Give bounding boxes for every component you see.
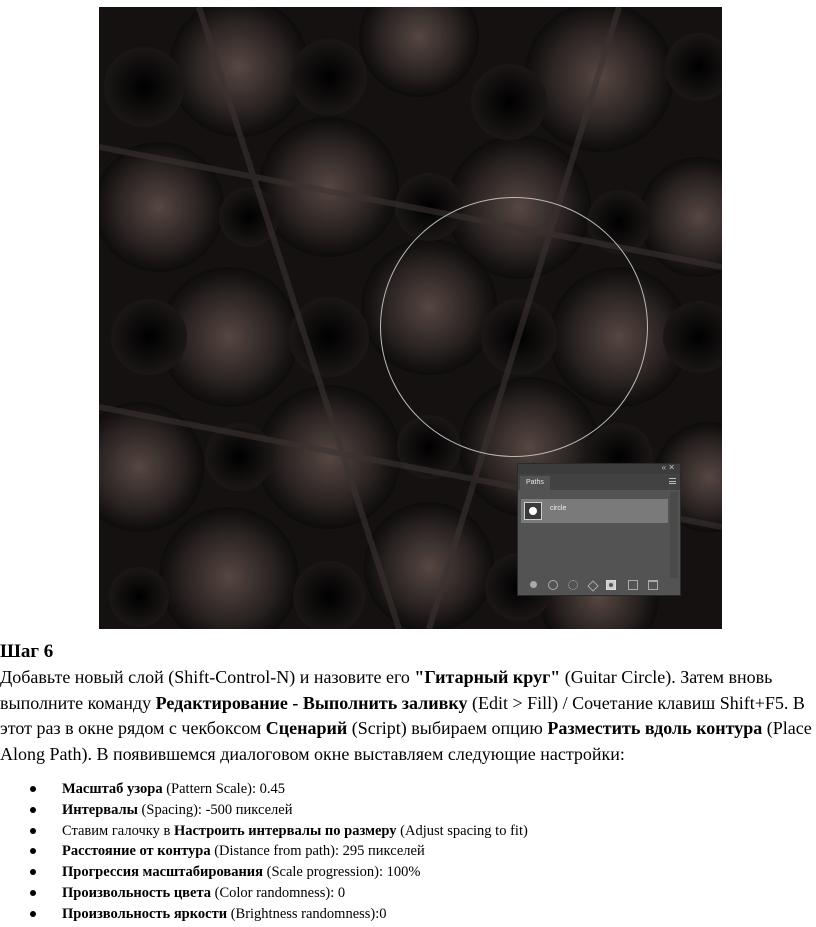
settings-list xyxy=(0,779,528,925)
path-circle-outline xyxy=(380,197,648,457)
path-name-label: circle xyxy=(550,505,567,512)
list-item xyxy=(0,779,528,800)
item-bold: Прогрессия масштабирования xyxy=(62,864,263,881)
add-mask-icon[interactable] xyxy=(606,580,616,590)
trash-icon[interactable] xyxy=(648,580,658,590)
item-text: Ставим галочку в xyxy=(62,822,174,839)
path-list-item[interactable] xyxy=(521,499,668,523)
bullet-icon xyxy=(30,890,36,896)
load-as-selection-icon[interactable] xyxy=(568,580,578,590)
item-text: (Pattern Scale): 0.45 xyxy=(162,781,286,797)
make-work-path-icon[interactable] xyxy=(587,580,597,590)
panel-toolbar xyxy=(518,575,680,595)
list-item xyxy=(0,841,528,862)
item-bold: Произвольность яркости xyxy=(62,905,228,922)
panel-tab-strip xyxy=(518,474,680,490)
panel-menu-icon[interactable] xyxy=(669,478,676,484)
new-path-icon[interactable] xyxy=(628,580,638,590)
list-item xyxy=(0,821,528,842)
item-bold: Интервалы xyxy=(62,801,138,818)
paragraph-text: (Edit > Fill) / Сочетание клавиш Shift+F5. В этот раз в окне рядом с чекбоксом xyxy=(0,692,805,738)
paragraph-bold: Редактирование - Выполнить заливку xyxy=(155,692,468,713)
item-text: (Scale progression): 100% xyxy=(263,864,421,881)
panel-scrollbar[interactable] xyxy=(670,492,678,578)
item-text: (Color randomness): 0 xyxy=(211,884,346,901)
item-bold: Настроить интервалы по размеру xyxy=(173,822,397,839)
item-text: (Spacing): -500 пикселей xyxy=(137,801,293,818)
bullet-icon xyxy=(30,786,36,792)
panel-title-bar xyxy=(518,464,680,474)
panel-controls[interactable]: « ✕ xyxy=(661,463,675,472)
paragraph-text: (Script) выбираем опцию xyxy=(347,718,548,738)
paragraph-bold: "Гитарный круг" xyxy=(414,667,561,687)
item-text: (Distance from path): 295 пикселей xyxy=(210,843,425,860)
paragraph-bold: Разместить вдоль контура xyxy=(547,718,763,738)
path-thumbnail xyxy=(524,502,542,520)
step-paragraph xyxy=(0,665,816,767)
bullet-icon xyxy=(30,911,36,917)
paragraph-bold: Сценарий xyxy=(265,718,348,738)
paragraph-text: (Place Along Path). В появившемся диалоговом окне выставляем следующие настройки: xyxy=(0,718,812,764)
stroke-path-icon[interactable] xyxy=(548,580,558,590)
bullet-icon xyxy=(30,869,36,875)
item-text: (Adjust spacing to fit) xyxy=(396,822,528,839)
fill-path-icon[interactable] xyxy=(529,580,539,590)
bullet-icon xyxy=(30,848,36,854)
bullet-icon xyxy=(30,807,36,813)
paragraph-text: (Guitar Circle). Затем вновь выполните команду xyxy=(0,667,773,713)
list-item xyxy=(0,883,528,904)
paths-panel xyxy=(517,463,681,596)
item-bold: Расстояние от контура xyxy=(62,843,211,860)
list-item xyxy=(0,862,528,883)
item-bold: Масштаб узора xyxy=(62,781,163,797)
item-bold: Произвольность цвета xyxy=(62,884,211,901)
paragraph-text: Добавьте новый слой (Shift-Control-N) и назовите его xyxy=(0,667,415,687)
list-item xyxy=(0,800,528,821)
tab-paths[interactable]: Paths xyxy=(520,476,550,490)
step-heading: Шаг 6 xyxy=(0,641,54,662)
item-text: (Brightness randomness):0 xyxy=(227,905,387,922)
list-item xyxy=(0,904,528,925)
bullet-icon xyxy=(30,828,36,834)
